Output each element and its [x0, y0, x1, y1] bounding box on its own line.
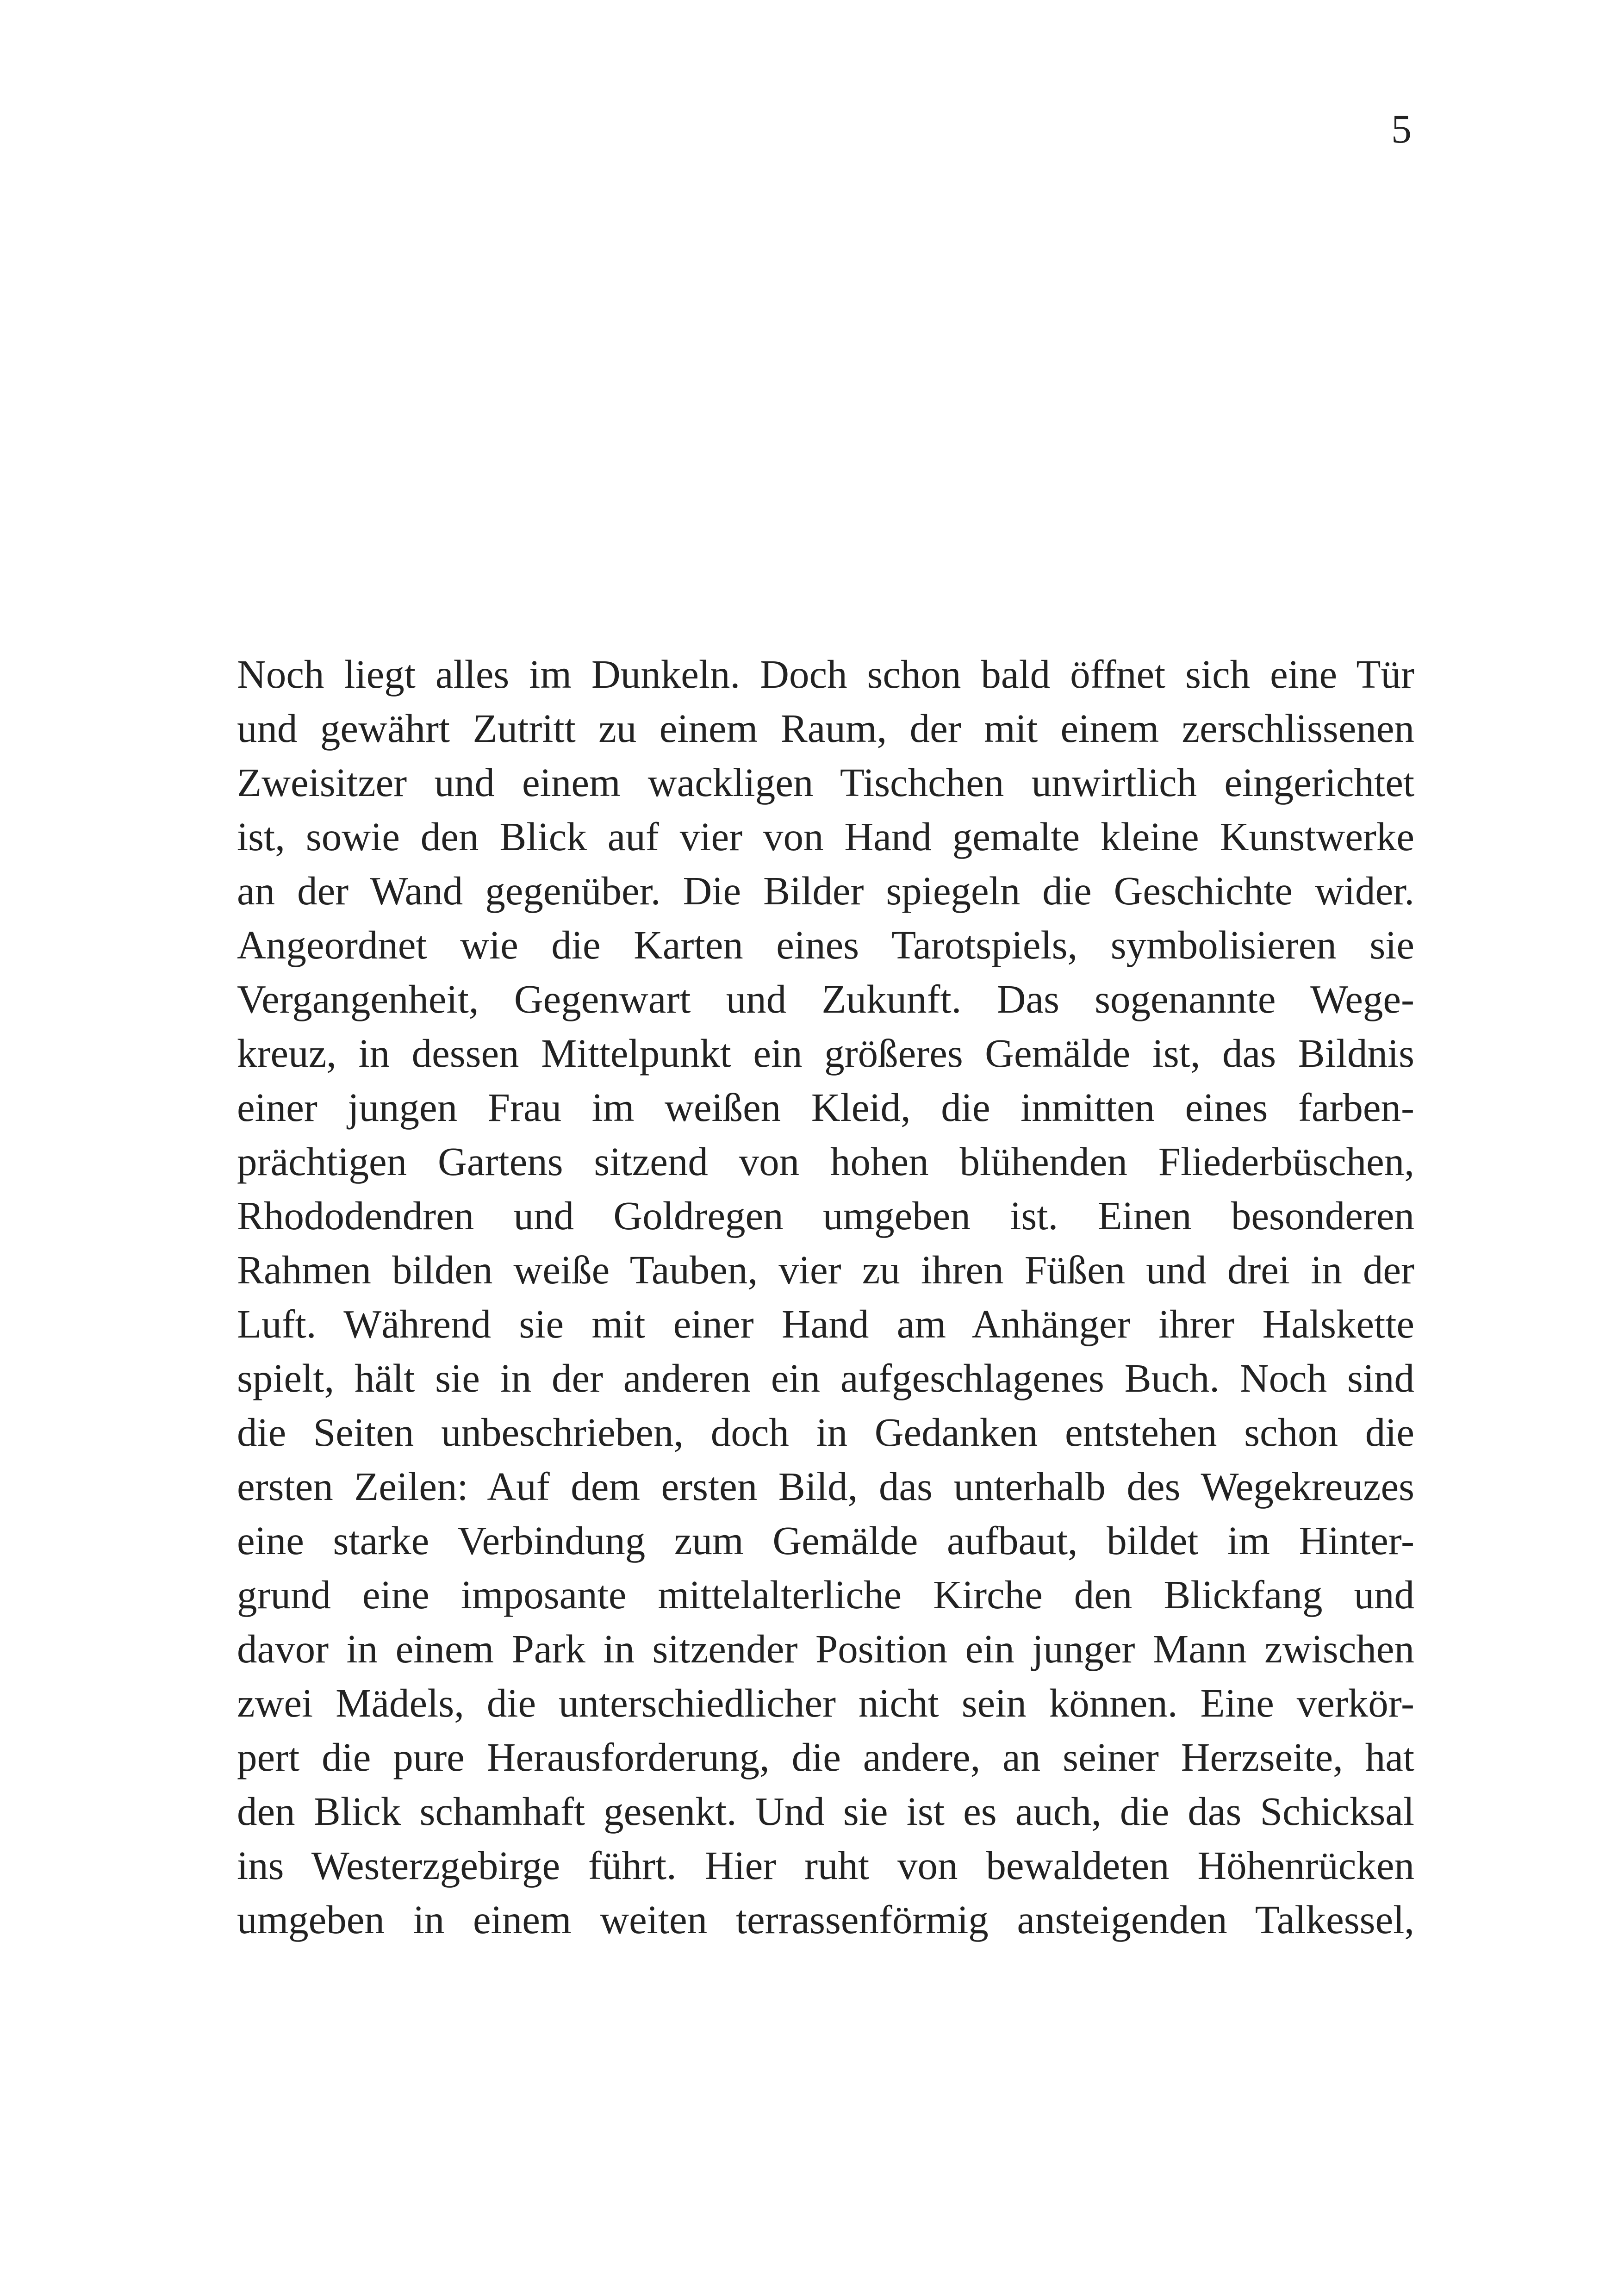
text-line: umgeben in einem weiten terrassenförmig ansteigenden Talkessel, — [237, 1897, 1414, 1942]
text-line: Noch liegt alles im Dunkeln. Doch schon bald öffnet sich eine Tür — [237, 652, 1414, 697]
text-line: Angeordnet wie die Karten eines Tarotspiels, symbolisieren sie — [237, 922, 1414, 967]
text-line: Zweisitzer und einem wackligen Tischchen unwirtlich eingerichtet — [237, 760, 1414, 805]
text-line: zwei Mädels, die unterschiedlicher nicht sein können. Eine verkör- — [237, 1680, 1414, 1725]
page-number: 5 — [1391, 107, 1412, 152]
text-line: an der Wand gegenüber. Die Bilder spiegeln die Geschichte wider. — [237, 868, 1414, 913]
text-line: einer jungen Frau im weißen Kleid, die inmitten eines farben- — [237, 1085, 1414, 1130]
text-line: die Seiten unbeschrieben, doch in Gedanken entstehen schon die — [237, 1410, 1414, 1455]
text-line: eine starke Verbindung zum Gemälde aufbaut, bildet im Hinter- — [237, 1518, 1414, 1563]
text-line: ist, sowie den Blick auf vier von Hand gemalte kleine Kunstwerke — [237, 814, 1414, 859]
text-line: kreuz, in dessen Mittelpunkt ein größeres Gemälde ist, das Bildnis — [237, 1031, 1414, 1076]
text-line: Luft. Während sie mit einer Hand am Anhänger ihrer Halskette — [237, 1301, 1414, 1346]
text-line: grund eine imposante mittelalterliche Kirche den Blickfang und — [237, 1572, 1414, 1617]
text-line: Rhododendren und Goldregen umgeben ist. Einen besonderen — [237, 1193, 1414, 1238]
text-line: Rahmen bilden weiße Tauben, vier zu ihren Füßen und drei in der — [237, 1247, 1414, 1292]
text-line: Vergangenheit, Gegenwart und Zukunft. Das sogenannte Wege- — [237, 977, 1414, 1021]
text-line: und gewährt Zutritt zu einem Raum, der mit einem zerschlissenen — [237, 706, 1414, 751]
text-line: ersten Zeilen: Auf dem ersten Bild, das unterhalb des Wegekreuzes — [237, 1464, 1414, 1509]
body-paragraph — [237, 647, 1414, 1947]
text-line: prächtigen Gartens sitzend von hohen blühenden Fliederbüschen, — [237, 1139, 1414, 1184]
text-line: den Blick schamhaft gesenkt. Und sie ist es auch, die das Schicksal — [237, 1789, 1414, 1834]
text-line: pert die pure Herausforderung, die andere, an seiner Herzseite, hat — [237, 1735, 1414, 1780]
text-line: davor in einem Park in sitzender Position ein junger Mann zwischen — [237, 1626, 1414, 1671]
text-line: ins Westerzgebirge führt. Hier ruht von bewaldeten Höhenrücken — [237, 1843, 1414, 1888]
text-line: spielt, hält sie in der anderen ein aufgeschlagenes Buch. Noch sind — [237, 1356, 1414, 1400]
